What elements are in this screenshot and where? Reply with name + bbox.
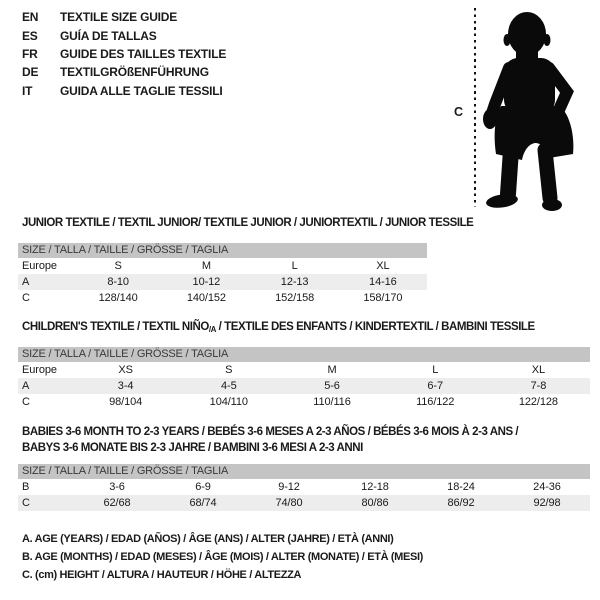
height-dotted-line (474, 8, 476, 207)
language-label: GUÍA DE TALLAS (60, 28, 157, 43)
age-cell: 9-12 (278, 481, 300, 493)
language-list (22, 8, 226, 100)
table-row-europe (18, 258, 427, 274)
height-cell: 68/74 (189, 497, 217, 509)
size-cell: L (291, 260, 298, 272)
row-label: C (22, 497, 30, 509)
height-cell: 110/116 (313, 396, 351, 408)
language-label: TEXTILE SIZE GUIDE (60, 10, 178, 25)
height-cell: 62/68 (103, 497, 131, 509)
size-header-band: SIZE / TALLA / TAILLE / GRÖSSE / TAGLIA (18, 243, 427, 258)
row-label: B (22, 481, 30, 493)
babies-table-title (22, 425, 518, 456)
language-code: EN (22, 10, 39, 25)
height-cell: 98/104 (109, 396, 143, 408)
height-cell: 116/122 (416, 396, 455, 408)
age-cell: 12-18 (361, 481, 389, 493)
baby-silhouette-icon (483, 4, 598, 212)
language-label: TEXTILGRÖßENFÜHRUNG (60, 65, 209, 80)
table-row-age (18, 378, 590, 394)
row-label: Europe (22, 364, 57, 376)
language-code: FR (22, 46, 38, 61)
height-cell: 128/140 (98, 292, 138, 304)
language-label: GUIDA ALLE TAGLIE TESSILI (60, 83, 223, 98)
language-row-fr (22, 45, 226, 63)
language-row-de (22, 63, 226, 81)
babies-title-line2: BABYS 3-6 MONATE BIS 2-3 JAHRE / BAMBINI 3-6 MESI A 2-3 ANNI (22, 441, 363, 454)
age-cell: 7-8 (530, 380, 547, 392)
height-cell: 92/98 (533, 497, 561, 509)
age-cell: 3-4 (117, 380, 134, 392)
babies-title-line1: BABIES 3-6 MONTH TO 2-3 YEARS / BEBÉS 3-6 MESES A 2-3 AÑOS / BÉBÉS 3-6 MOIS À 2-3 ANS / (22, 426, 519, 438)
children-size-table (18, 347, 590, 410)
children-title-post: / TEXTILE DES ENFANTS / KINDERTEXTIL / BAMBINI TESSILE (215, 321, 535, 333)
size-header-band: SIZE / TALLA / TAILLE / GRÖSSE / TAGLIA (18, 464, 590, 479)
row-label: Europe (22, 260, 57, 272)
language-code: ES (22, 28, 38, 43)
height-cell: 152/158 (275, 292, 315, 304)
size-cell: S (225, 364, 233, 376)
table-row-age-months (18, 479, 590, 495)
junior-table-title: JUNIOR TEXTILE / TEXTIL JUNIOR/ TEXTILE JUNIOR / JUNIORTEXTIL / JUNIOR TESSILE (22, 217, 474, 229)
height-cell: 80/86 (361, 497, 389, 509)
height-cell: 104/110 (209, 396, 248, 408)
children-title-pre: CHILDREN'S TEXTILE / TEXTIL NIÑO (22, 321, 209, 333)
language-row-en (22, 8, 226, 26)
footnote-legend (22, 531, 423, 584)
children-title-subscript: /A (208, 325, 216, 334)
row-label: C (22, 292, 30, 304)
footnote-age-months: B. AGE (MONTHS) / EDAD (MESES) / ÂGE (MOIS) / ALTER (MONATE) / ETÀ (MESI) (22, 550, 423, 563)
age-cell: 6-7 (427, 380, 444, 392)
table-row-europe (18, 362, 590, 378)
junior-size-table (18, 243, 427, 306)
size-cell: S (114, 260, 122, 272)
age-cell: 10-12 (192, 276, 221, 288)
age-cell: 5-6 (324, 380, 340, 392)
age-cell: 12-13 (280, 276, 309, 288)
size-cell: M (201, 260, 211, 272)
size-cell: M (327, 364, 337, 376)
age-cell: 3-6 (109, 481, 125, 493)
table-row-height (18, 290, 427, 306)
height-measure-label: C (454, 105, 464, 119)
size-cell: L (432, 364, 439, 376)
age-cell: 14-16 (369, 276, 397, 288)
age-cell: 8-10 (107, 276, 129, 288)
language-label: GUIDE DES TAILLES TEXTILE (60, 46, 227, 61)
language-code: IT (22, 83, 33, 98)
age-cell: 18-24 (447, 481, 475, 493)
footnote-height: C. (cm) HEIGHT / ALTURA / HAUTEUR / HÖHE / ALTEZZA (22, 568, 302, 581)
language-row-es (22, 26, 226, 44)
age-cell: 4-5 (221, 380, 237, 392)
table-row-height (18, 394, 590, 410)
row-label: A (22, 380, 30, 392)
size-cell: XS (118, 364, 133, 376)
height-cell: 140/152 (186, 292, 226, 304)
footnote-age-years: A. AGE (YEARS) / EDAD (AÑOS) / ÂGE (ANS) / ALTER (JAHRE) / ETÀ (ANNI) (22, 533, 394, 545)
row-label: A (22, 276, 30, 288)
language-code: DE (22, 65, 39, 80)
age-cell: 6-9 (195, 481, 211, 493)
row-label: C (22, 396, 30, 408)
size-header-band: SIZE / TALLA / TAILLE / GRÖSSE / TAGLIA (18, 347, 590, 362)
height-cell: 122/128 (518, 396, 558, 408)
size-cell: XL (531, 364, 546, 376)
table-row-height (18, 495, 590, 511)
babies-size-table (18, 464, 590, 511)
age-cell: 24-36 (533, 481, 561, 493)
height-cell: 158/170 (363, 292, 403, 304)
height-cell: 74/80 (275, 497, 303, 509)
size-cell: XL (376, 260, 390, 272)
children-table-title (22, 320, 535, 337)
table-row-age (18, 274, 427, 290)
language-row-it (22, 82, 226, 100)
height-cell: 86/92 (447, 497, 475, 509)
